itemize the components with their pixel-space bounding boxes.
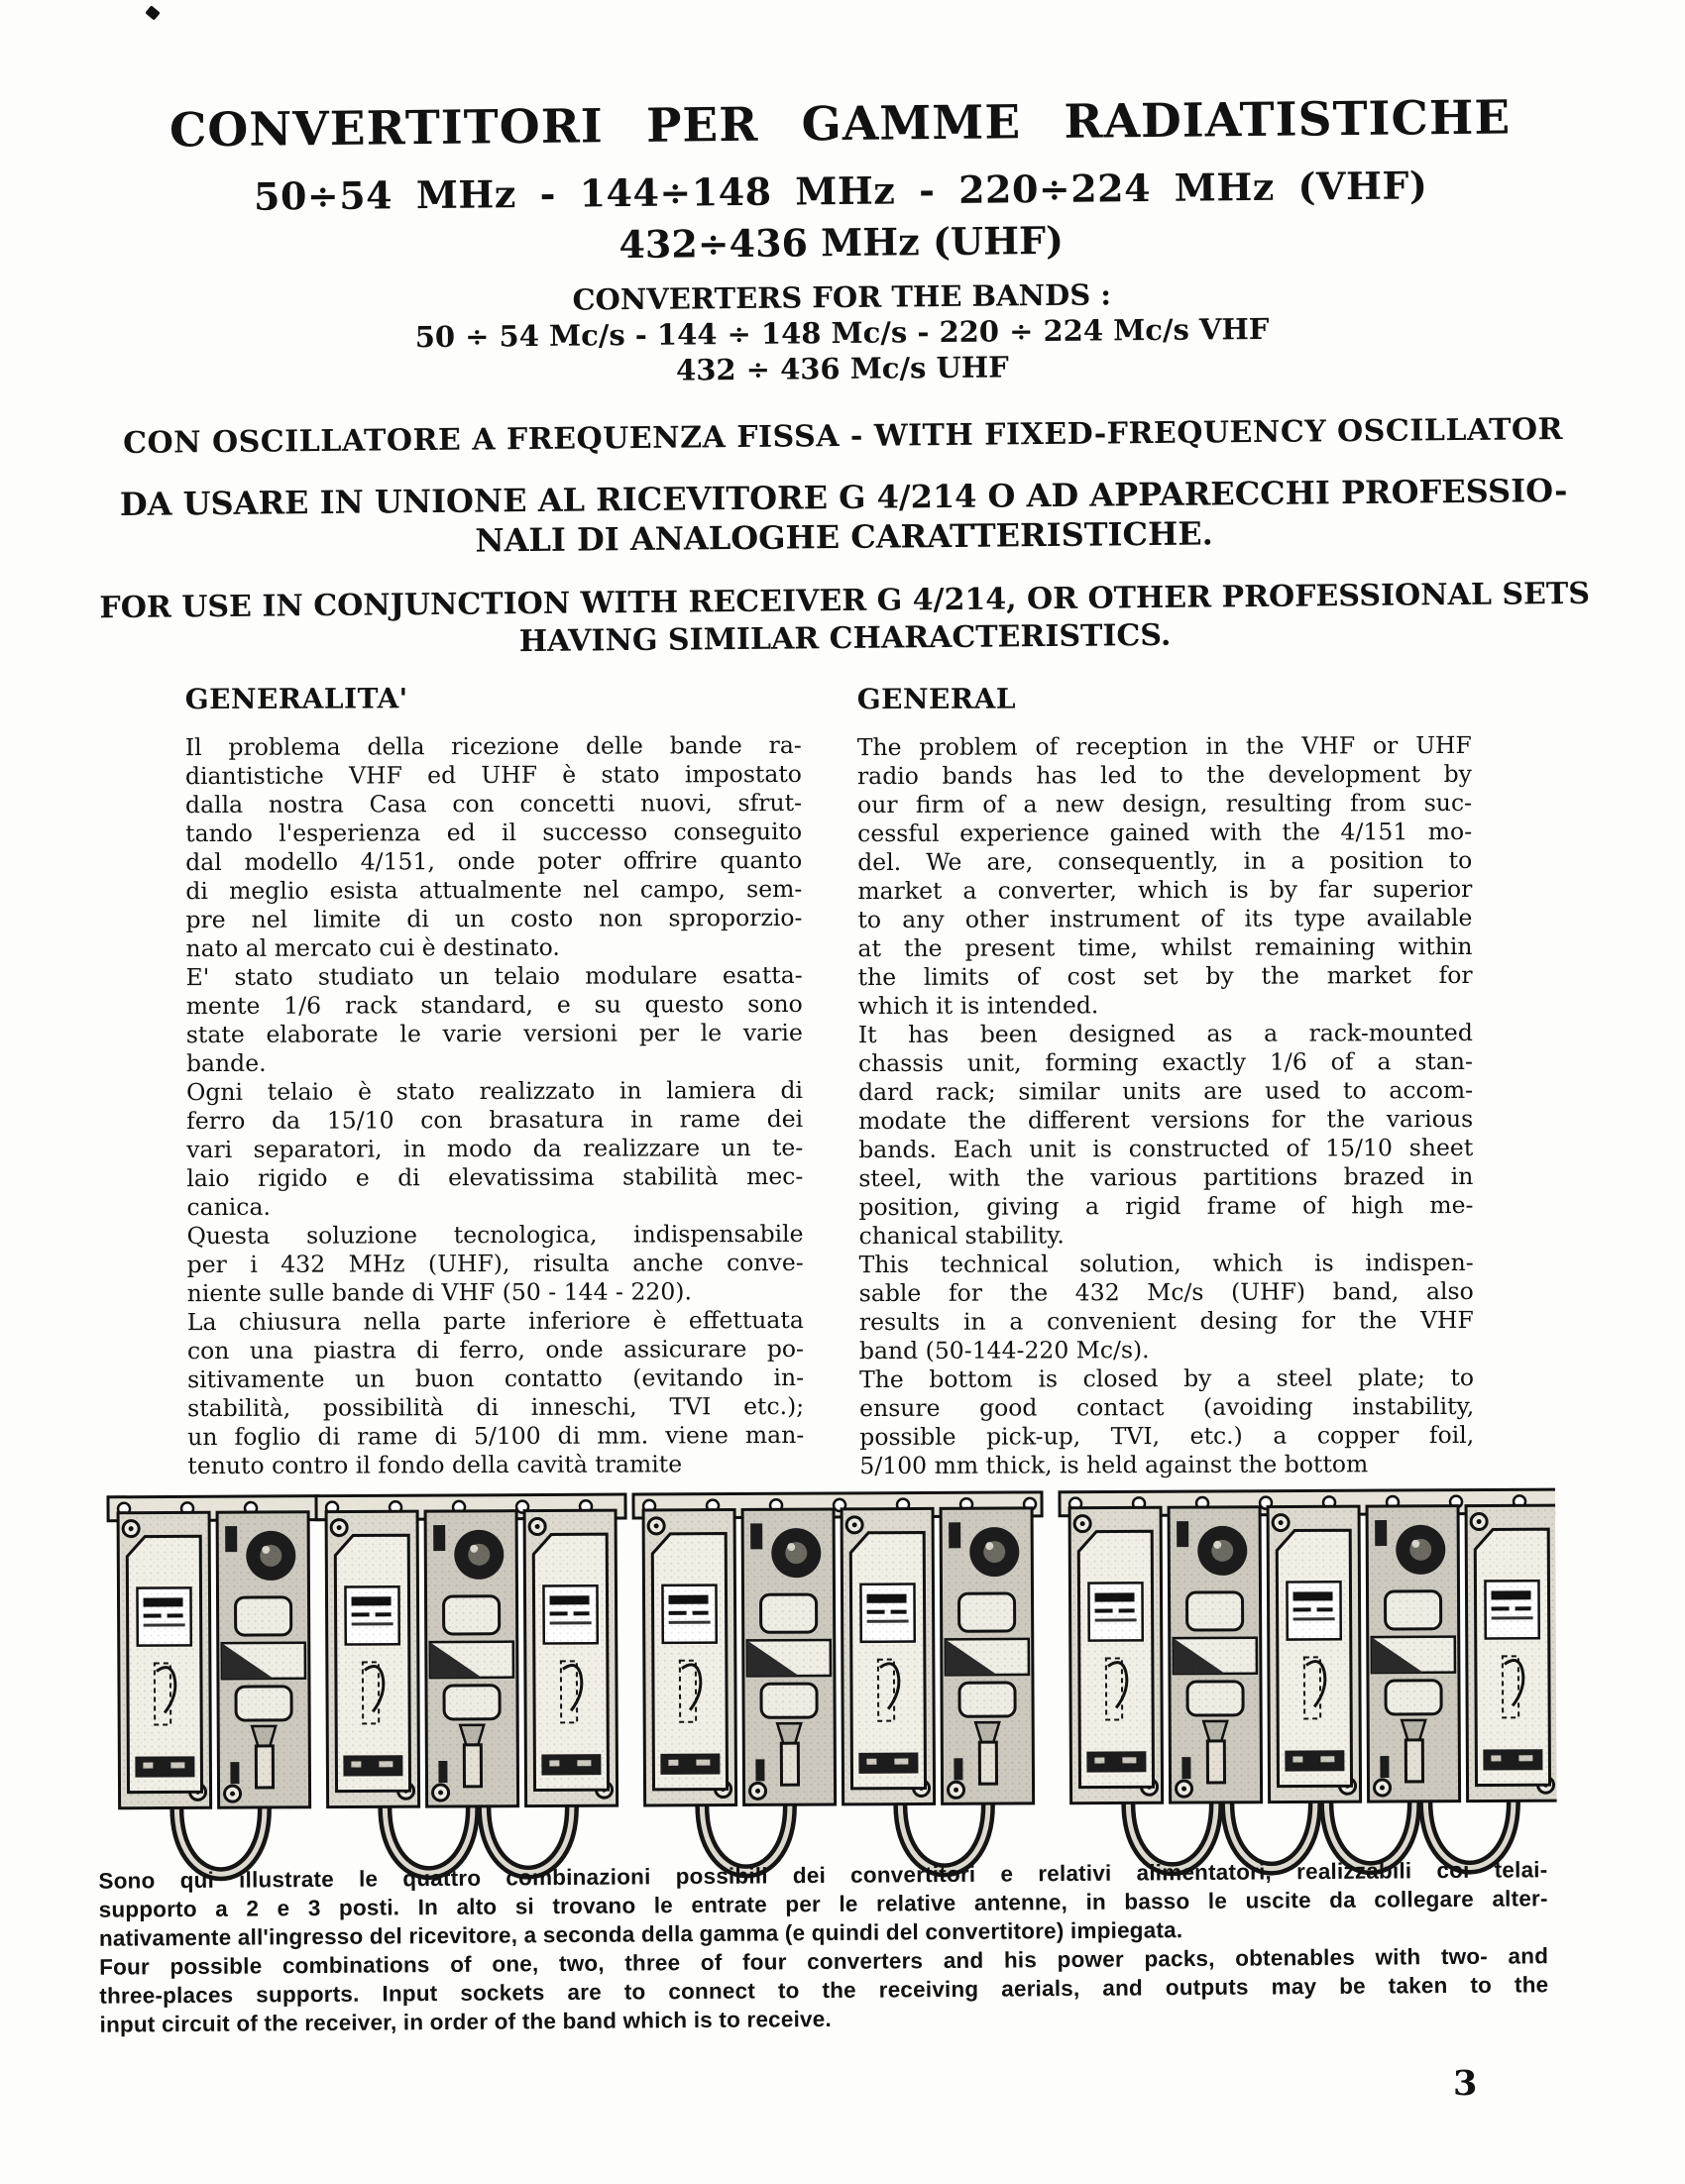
text-line: at the present time, whilst remaining within xyxy=(857,931,1473,963)
use-note-italian xyxy=(21,470,1667,565)
text-line: dalla nostra Casa con concetti nuovi, sfrut- xyxy=(184,788,803,819)
text-line: Ogni telaio è stato realizzato in lamiera di xyxy=(185,1075,804,1107)
paragraph xyxy=(858,1019,1474,1251)
paragraph xyxy=(185,731,803,963)
text-line: market a converter, which is by far superior xyxy=(857,874,1473,906)
text-line: It has been designed as a rack-mounted xyxy=(857,1018,1473,1049)
text-line: di meglio esista attualmente nel campo, sem- xyxy=(185,874,803,906)
text-line: 5/100 mm thick, is held against the bottom xyxy=(859,1450,1369,1480)
oscillator-line: CON OSCILLATORE A FREQUENZA FISSA - WITH FIXED-FREQUENCY OSCILLATOR xyxy=(122,412,1564,461)
power-pack-module xyxy=(742,1509,836,1804)
text-line: This technical solution, which is indispen- xyxy=(858,1248,1474,1279)
text-line: Il problema della ricezione delle bande ra- xyxy=(184,730,802,762)
use-note-english-line2: HAVING SIMILAR CHARACTERISTICS. xyxy=(518,617,1172,660)
text-line: sable for the 432 Mc/s (UHF) band, also xyxy=(858,1276,1474,1308)
text-line: chanical stability. xyxy=(858,1221,1065,1251)
text-line: tenuto contro il fondo della cavità tramite xyxy=(187,1450,683,1480)
text-line: bande. xyxy=(185,1048,267,1078)
text-line: con una piastra di ferro, onde assicurare po- xyxy=(186,1334,804,1365)
power-pack-module xyxy=(425,1511,518,1806)
column-english xyxy=(857,681,1475,1480)
bands-line-vhf-english: 50 ÷ 54 Mc/s - 144 ÷ 148 Mc/s - 220 ÷ 224 Mc/s VHF xyxy=(414,311,1270,355)
column-italian-body xyxy=(185,731,805,1480)
text-line: laio rigido e di elevatissima stabilità mec- xyxy=(186,1161,804,1193)
column-english-body xyxy=(857,731,1475,1480)
paragraph xyxy=(859,1364,1474,1480)
converter-module xyxy=(1069,1507,1163,1802)
converter-module xyxy=(524,1510,618,1805)
coax-cable xyxy=(702,1797,790,1871)
figure-caption-italian xyxy=(98,1855,1548,1952)
bands-heading-english: CONVERTERS FOR THE BANDS : xyxy=(572,277,1112,317)
text-line: tando l'esperienza ed il successo conseguito xyxy=(185,817,803,848)
figure-caption-english xyxy=(99,1941,1549,2038)
coax-cable xyxy=(385,1799,473,1873)
equipment-photo xyxy=(93,1487,1557,1887)
text-line: steel, with the various partitions brazed in xyxy=(858,1161,1474,1193)
column-italian-heading: GENERALITA' xyxy=(184,682,408,716)
use-note-english-line1: FOR USE IN CONJUNCTION WITH RECEIVER G 4/214, OR OTHER PROFESSIONAL SETS xyxy=(99,576,1591,626)
text-line: dal modello 4/151, onde poter offrire quanto xyxy=(185,845,803,877)
text-line: un foglio di rame di 5/100 di mm. viene man- xyxy=(187,1420,805,1452)
column-english-heading: GENERAL xyxy=(856,682,1017,716)
text-line: diantistiche VHF ed UHF è stato impostato xyxy=(184,759,802,791)
power-pack-module xyxy=(941,1508,1034,1803)
paragraph xyxy=(187,1306,805,1480)
bands-line-uhf-english: 432 ÷ 436 Mc/s UHF xyxy=(675,350,1009,387)
coax-cable xyxy=(176,1800,265,1874)
text-line: chassis unit, forming exactly 1/6 of a stan- xyxy=(857,1046,1473,1078)
text-line: Questa soluzione tecnologica, indispensabile xyxy=(186,1219,804,1251)
use-note-english xyxy=(22,575,1668,666)
caption-line-italian: Sono qui illustrate le quattro combinazioni possibili dei convertitori e relativi alimentatori, realizzabili coi telai- xyxy=(98,1857,1548,1894)
text-line: nato al mercato cui è destinato. xyxy=(185,932,560,963)
text-line: The bottom is closed by a steel plate; to xyxy=(859,1363,1475,1394)
page-number: 3 xyxy=(1453,2063,1478,2104)
text-line: state elaborate le varie versioni per le varie xyxy=(185,1018,803,1049)
converter-combination xyxy=(633,1492,1044,1872)
column-italian xyxy=(185,681,805,1480)
converter-module xyxy=(643,1509,736,1804)
text-line: canica. xyxy=(186,1192,271,1222)
text-line: our firm of a new design, resulting from suc- xyxy=(856,788,1473,819)
converter-combination xyxy=(316,1494,627,1874)
use-note-italian-line1: DA USARE IN UNIONE AL RICEVITORE G 4/214 O AD APPARECCHI PROFESSIO- xyxy=(119,471,1568,524)
converter-module xyxy=(1466,1505,1557,1801)
text-line: position, giving a rigid frame of high me- xyxy=(858,1190,1474,1222)
paragraph xyxy=(857,731,1473,1021)
text-line: La chiusura nella parte inferiore è effettuata xyxy=(186,1305,804,1337)
text-line: results in a convenient desing for the VHF xyxy=(858,1305,1474,1337)
caption-line-english: input circuit of the receiver, in order of the band which is to receive. xyxy=(99,2006,832,2037)
use-note-italian-line2: NALI DI ANALOGHE CARATTERISTICHE. xyxy=(475,514,1213,560)
text-line: the limits of cost set by the market for xyxy=(857,960,1473,992)
paragraph xyxy=(186,1076,804,1222)
text-line: radio bands has led to the development by xyxy=(856,759,1472,791)
paragraph xyxy=(186,1220,803,1308)
text-line: band (50-144-220 Mc/s). xyxy=(858,1336,1150,1365)
text-line: modate the different versions for the various xyxy=(858,1104,1474,1136)
coax-cable xyxy=(484,1798,572,1872)
caption-line-english: Four possible combinations of one, two, three of four converters and his power packs, obtenables with two- and xyxy=(99,1943,1549,1980)
text-line: del. We are, consequently, in a position to xyxy=(857,845,1473,877)
text-line: vari separatori, in modo da realizzare un te- xyxy=(186,1133,804,1164)
text-line: dard rack; similar units are used to accom- xyxy=(857,1075,1474,1107)
caption-line-italian: nativamente all'ingresso del ricevitore, a seconda della gamma (e quindi del convertitore) impiegata. xyxy=(98,1917,1183,1951)
text-line: to any other instrument of its type available xyxy=(857,903,1473,934)
converter-combination xyxy=(108,1496,320,1875)
text-line: The problem of reception in the VHF or UHF xyxy=(856,730,1472,762)
converter-module xyxy=(842,1508,935,1803)
text-line: ferro da 15/10 con brasatura in rame dei xyxy=(186,1104,804,1136)
caption-line-english: three-places supports. Input sockets are to connect to the receiving aerials, and outputs may be taken to the xyxy=(99,1972,1549,2009)
text-line: niente sulle bande di VHF (50 - 144 - 220). xyxy=(186,1277,692,1308)
paragraph xyxy=(859,1249,1474,1365)
power-pack-module xyxy=(217,1512,310,1807)
text-line: mente 1/6 rack standard, e su questo sono xyxy=(185,989,803,1021)
converter-module xyxy=(326,1511,419,1806)
text-line: which it is intended. xyxy=(857,991,1099,1021)
title-bands-uhf: 432÷436 MHz (UHF) xyxy=(618,217,1065,268)
text-line: bands. Each unit is constructed of 15/10 sheet xyxy=(858,1133,1474,1164)
converter-module xyxy=(1268,1506,1361,1802)
converter-module xyxy=(118,1512,211,1807)
text-line: sitivamente un buon contatto (evitando in- xyxy=(187,1363,805,1394)
scan-speck xyxy=(145,5,161,20)
text-line: possible pick-up, TVI, etc.) a copper foil, xyxy=(859,1420,1475,1452)
title-bands-vhf: 50÷54 MHz - 144÷148 MHz - 220÷224 MHz (VHF) xyxy=(253,163,1428,219)
equipment-photo-svg xyxy=(93,1487,1557,1887)
text-line: pre nel limite di un costo non sproporzio- xyxy=(185,903,803,934)
page-header xyxy=(17,87,1667,666)
converter-combination xyxy=(1060,1489,1557,1870)
caption-line-italian: supporto a 2 e 3 posti. In alto si trovano le entrate per le relative antenne, in basso le uscite da collegare alter- xyxy=(98,1886,1548,1922)
title-italian: CONVERTITORI PER GAMME RADIATISTICHE xyxy=(168,90,1512,159)
paragraph xyxy=(186,961,803,1078)
power-pack-module xyxy=(1169,1507,1262,1802)
text-line: ensure good contact (avoiding instability, xyxy=(859,1391,1475,1423)
text-line: stabilità, possibilità di inneschi, TVI etc.); xyxy=(187,1391,805,1423)
text-line: cessful experience gained with the 4/151 mo- xyxy=(857,817,1473,848)
figure-captions xyxy=(98,1855,1548,2038)
text-line: E' stato studiato un telaio modulare esatta- xyxy=(185,960,803,992)
text-line: per i 432 MHz (UHF), risulta anche conve- xyxy=(186,1248,804,1279)
power-pack-module xyxy=(1367,1506,1460,1802)
